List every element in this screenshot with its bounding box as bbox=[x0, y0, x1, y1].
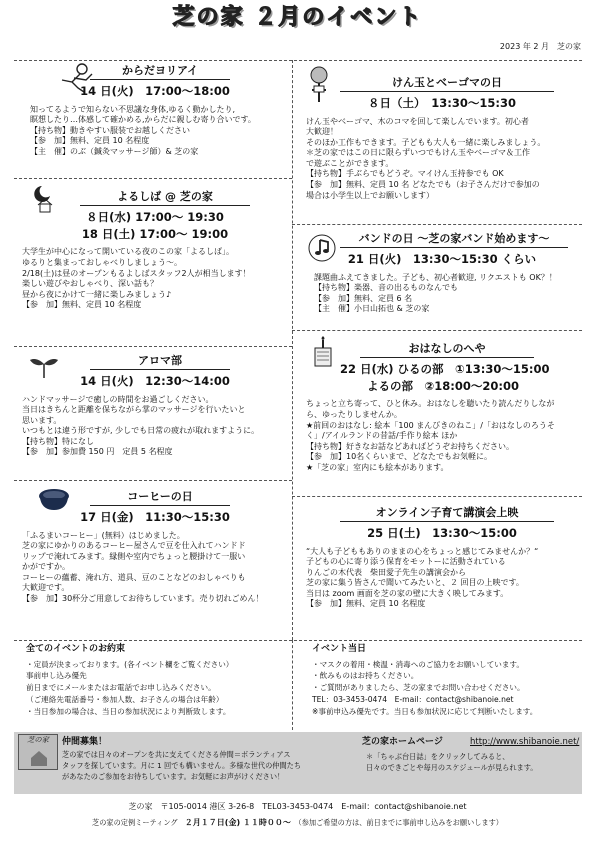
text-line: 芝の家では日々のオープンを共に支えてくださる仲間＝ボランティアス bbox=[62, 750, 291, 759]
event-time: ８日（土） 13:30〜15:30 bbox=[368, 96, 516, 111]
text-line: TEL：03-3453-0474 E-mail：contact@shibanoie.net bbox=[312, 694, 514, 704]
text-line: ・マスクの着用・検温・消毒へのご協力をお願いしています。 bbox=[312, 659, 525, 669]
event-time: 14 日(火) 17:00〜18:00 bbox=[80, 84, 230, 99]
event-coffee bbox=[20, 490, 290, 605]
event-description bbox=[300, 273, 584, 315]
text-line: けん玉やベーゴマ、木のコマを回して楽しんでいます。初心者 bbox=[306, 116, 529, 126]
text-line: いつもとは違う形ですが, 少しでも日常の疲れが取れますように。 bbox=[22, 426, 260, 436]
event-title: けん玉とベーゴマの日 bbox=[340, 76, 554, 92]
right-divider-3 bbox=[292, 496, 582, 497]
right-divider-2 bbox=[292, 330, 582, 331]
text-line: ちょっと立ち寄って、ひと休み。おはなしを聴いたり読んだりしなが bbox=[306, 399, 555, 409]
promise-block bbox=[26, 644, 288, 717]
left-divider-3 bbox=[14, 480, 292, 481]
bottom-divider bbox=[14, 640, 582, 641]
hp-link[interactable]: http://www.shibanoie.net/ bbox=[470, 737, 580, 747]
text-line: 【参 加】無料、定員 6 名 bbox=[314, 293, 413, 303]
text-line: 場合は小学生以上でお願いします） bbox=[306, 190, 434, 200]
issue-date: 2023 年 2 月 芝の家 bbox=[499, 42, 581, 51]
event-time: 17 日(金) 11:30〜15:30 bbox=[80, 510, 230, 525]
event-description bbox=[20, 105, 290, 158]
event-time: ８日(水) 17:00〜 19:30 18 日(土) 17:00〜 19:00 bbox=[81, 210, 229, 241]
right-divider-1 bbox=[292, 224, 582, 225]
text-line: “大人も子どももありのままの心をちょっと感じてみませんか？“ bbox=[306, 546, 539, 556]
event-aroma bbox=[20, 354, 290, 458]
event-ohanashi bbox=[300, 342, 584, 473]
event-online bbox=[300, 506, 584, 610]
house-icon bbox=[29, 749, 49, 767]
text-line: 事前申し込み優先 bbox=[26, 671, 87, 681]
hp-label: 芝の家ホームページ bbox=[362, 737, 443, 747]
text-line: ら、ゆったりしませんか。 bbox=[306, 409, 402, 419]
eventday-list bbox=[312, 659, 582, 718]
event-title: バンドの日 〜芝の家バンド始めます〜 bbox=[340, 232, 568, 248]
text-line: 当日は zoom 画面を芝の家の壁に大きく映してみます。 bbox=[306, 588, 509, 598]
event-description bbox=[300, 547, 584, 610]
column-divider bbox=[292, 60, 293, 640]
top-divider bbox=[14, 60, 582, 61]
meeting-date: ２月１７日(金) １１時００〜 bbox=[184, 818, 291, 827]
text-line: 【参 加】参加費 150 円 定員 5 名程度 bbox=[22, 447, 173, 457]
text-line: かがですか。 bbox=[22, 562, 70, 572]
meeting-label: 芝の家の定例ミーティング bbox=[92, 818, 178, 827]
text-line: ・定員が決まっております。(各イベント欄をご覧ください） bbox=[26, 659, 234, 669]
event-time: 22 日(水) ひるの部 ①13:30〜15:00 よるの部 ②18:00〜20:00 bbox=[340, 362, 550, 393]
meeting-line bbox=[0, 818, 595, 828]
text-line: ハンドマッサージで癒しの時間をお過ごしください。 bbox=[22, 394, 214, 404]
recruit-text bbox=[62, 750, 301, 782]
hp-text bbox=[366, 752, 538, 774]
event-karada bbox=[20, 64, 290, 157]
text-line: 大学生が中心になって開いている夜のこの家「よるしば」。 bbox=[22, 247, 234, 257]
text-line: ※事前申込み優先です。当日も参加状況に応じて判断いたします。 bbox=[312, 706, 538, 716]
event-description bbox=[20, 247, 290, 310]
event-time: 14 日(火) 12:30〜14:00 bbox=[80, 374, 230, 389]
text-line: 【参 加】無料、定員 10 名程度 bbox=[306, 599, 426, 609]
text-line: で遊ぶことができます。 bbox=[306, 158, 394, 168]
event-time: 21 日(火) 13:30〜15:30 くらい bbox=[347, 252, 537, 267]
promise-list bbox=[26, 659, 288, 718]
text-line: ＊芝の家ではこの日に限らずいつでもけん玉やベーゴマ＆工作 bbox=[306, 148, 530, 158]
text-line: 【持ち物】特になし bbox=[22, 436, 94, 446]
text-line: 楽しい遊びやおしゃべり、深い話も？ bbox=[22, 279, 158, 289]
text-line: 昼から夜にかけて一緒に楽しみましょう♪ bbox=[22, 289, 172, 299]
text-line: 前日までにメールまたはお電話でお申し込みください。 bbox=[26, 683, 216, 693]
event-title: コーヒーの日 bbox=[90, 490, 230, 506]
page-title: 芝の家 ２月のイベント bbox=[172, 5, 423, 30]
text-line: タッフを探しています。月に 1 回でも構いません。多様な世代の仲間たち bbox=[62, 760, 302, 770]
event-title: おはなしのへや bbox=[360, 342, 534, 358]
eventday-title: イベント当日 bbox=[312, 644, 367, 654]
text-line: 【主 催】小日山拓也 & 芝の家 bbox=[314, 304, 430, 314]
event-title: よるしば @ 芝の家 bbox=[80, 190, 250, 206]
text-line: 大歓迎です。 bbox=[22, 583, 70, 593]
text-line: 【参 加】無料、定員 10 名 どなたでも（お子さんだけで参加の bbox=[306, 180, 540, 190]
eventday-block bbox=[312, 644, 582, 717]
text-line: コーヒーの蘊蓄、淹れ方、道具、豆のことなどのおしゃべりも bbox=[22, 572, 246, 582]
event-description bbox=[300, 117, 584, 201]
recruit-title: 仲間募集！ bbox=[62, 737, 108, 747]
text-line: りんごの木代表 柴田愛子先生の講演会から bbox=[306, 567, 466, 577]
address-line: 芝の家 〒105-0014 港区 3-26-8 TEL03-3453-0474 E-mail：contact@shibanoie.net bbox=[128, 802, 467, 811]
text-line: 当日はきちんと距離を保ちながら掌のマッサージを行いたいと bbox=[22, 405, 246, 415]
text-line: 課題曲ふえてきました。子ども、初心者歓迎, リクエストも OK？！ bbox=[314, 272, 557, 282]
text-line: 芝の家に集う皆さんで聞いてみたいと、２ 回目の上映です。 bbox=[306, 578, 524, 588]
event-description bbox=[20, 395, 290, 458]
meeting-note: （参加ご希望の方は、前日までに事前申し込みをお願いします） bbox=[298, 818, 503, 827]
text-line: 瞑想したり…体感して確かめる,からだに親しむ寄り合いです。 bbox=[30, 115, 256, 125]
text-line: 【参 加】無料、定員 10 名程度 bbox=[22, 300, 142, 310]
text-line: ゆるりと集まっておしゃべりしましょう〜。 bbox=[22, 257, 182, 267]
text-line: 【持ち物】楽器、音の出るものなんでも bbox=[314, 283, 458, 293]
info-column-divider bbox=[292, 640, 293, 730]
text-line: 芝の家にゆかりのあるコーヒー屋さんで豆を仕入れてハンドド bbox=[22, 541, 246, 551]
promise-title: 全てのイベントのお約束 bbox=[26, 644, 126, 654]
shibanoie-logo bbox=[18, 734, 58, 770]
text-line: 「ふるまいコーヒー」(無料）はじめました。 bbox=[22, 530, 185, 540]
text-line: 【主 催】のぶ（鍼灸マッサージ師）& 芝の家 bbox=[30, 146, 199, 156]
event-time: 25 日(土) 13:30〜15:00 bbox=[367, 526, 517, 541]
event-description bbox=[20, 531, 290, 605]
event-kendama bbox=[300, 76, 584, 201]
text-line: ・当日参加の場合は、当日の参加状況により判断致します。 bbox=[26, 706, 231, 716]
event-title: からだヨリアイ bbox=[90, 64, 230, 80]
text-line: 【持ち物】手ぶらでもどうぞ。マイけん玉持参でも OK bbox=[306, 169, 504, 179]
left-divider-2 bbox=[14, 346, 292, 347]
text-line: ★前回のおはなし: 絵本「100 まんびきのねこ」/「おはなしのろうそ bbox=[306, 420, 555, 430]
text-line: 【持ち物】動きやすい服装でお越しください bbox=[30, 125, 190, 135]
text-line: 【参 加】30杯分ご用意してお待ちしています。売り切れごめん！ bbox=[22, 594, 264, 604]
event-description bbox=[300, 399, 584, 473]
event-title: オンライン子育て講演会上映 bbox=[340, 506, 554, 522]
left-divider-1 bbox=[14, 178, 292, 179]
text-line: リップで淹れてみます。縁側や室内でちょっと腰掛けて一服い bbox=[22, 551, 246, 561]
event-yorushiba bbox=[20, 190, 290, 311]
logo-text: 芝の家 bbox=[27, 735, 49, 744]
text-line: 2/18(土)は昼のオープンもるよしばスタッフ2人が相当します！ bbox=[22, 268, 251, 278]
text-line: ・飲みものはお持ちください。 bbox=[312, 671, 419, 681]
text-line: 知ってるようで知らない不思議な身体,ゆるく動かしたり, bbox=[30, 104, 236, 114]
event-band bbox=[300, 232, 584, 315]
text-line: （ご連絡先電話番号・参加人数、お子さんの場合は年齢） bbox=[26, 694, 224, 704]
text-line: 大歓迎！ bbox=[306, 127, 338, 137]
text-line: 【参 加】10名くらいまで、どなたでもお気軽に。 bbox=[306, 452, 493, 462]
text-line: 日々のできごとや毎月のスケジュールが見られます。 bbox=[366, 762, 538, 772]
text-line: 【持ち物】好きなお話などあればどうぞお持ちください。 bbox=[306, 441, 514, 451]
text-line: があなたのご参加をお待ちしています。お気軽にお声がけください！ bbox=[62, 771, 285, 781]
text-line: ・ご質問がありましたら、芝の家までお問い合わせください。 bbox=[312, 683, 525, 693]
event-title: アロマ部 bbox=[90, 354, 230, 370]
text-line: 思います。 bbox=[22, 415, 62, 425]
text-line: そのほか工作もできます。子どもも大人も一緒に楽しみましょう。 bbox=[306, 137, 546, 147]
text-line: ＊「ちゃぶ台日誌」をクリックしてみると、 bbox=[366, 752, 510, 761]
text-line: 子どもの心に寄り添う保育をモットーに活動されている bbox=[306, 557, 506, 567]
text-line: く」/アイルランドの昔話/手作り絵本 ほか bbox=[306, 431, 458, 441]
text-line: ★「芝の家」室内にも絵本があります。 bbox=[306, 462, 449, 472]
text-line: 【参 加】無料、定員 10 名程度 bbox=[30, 136, 150, 146]
